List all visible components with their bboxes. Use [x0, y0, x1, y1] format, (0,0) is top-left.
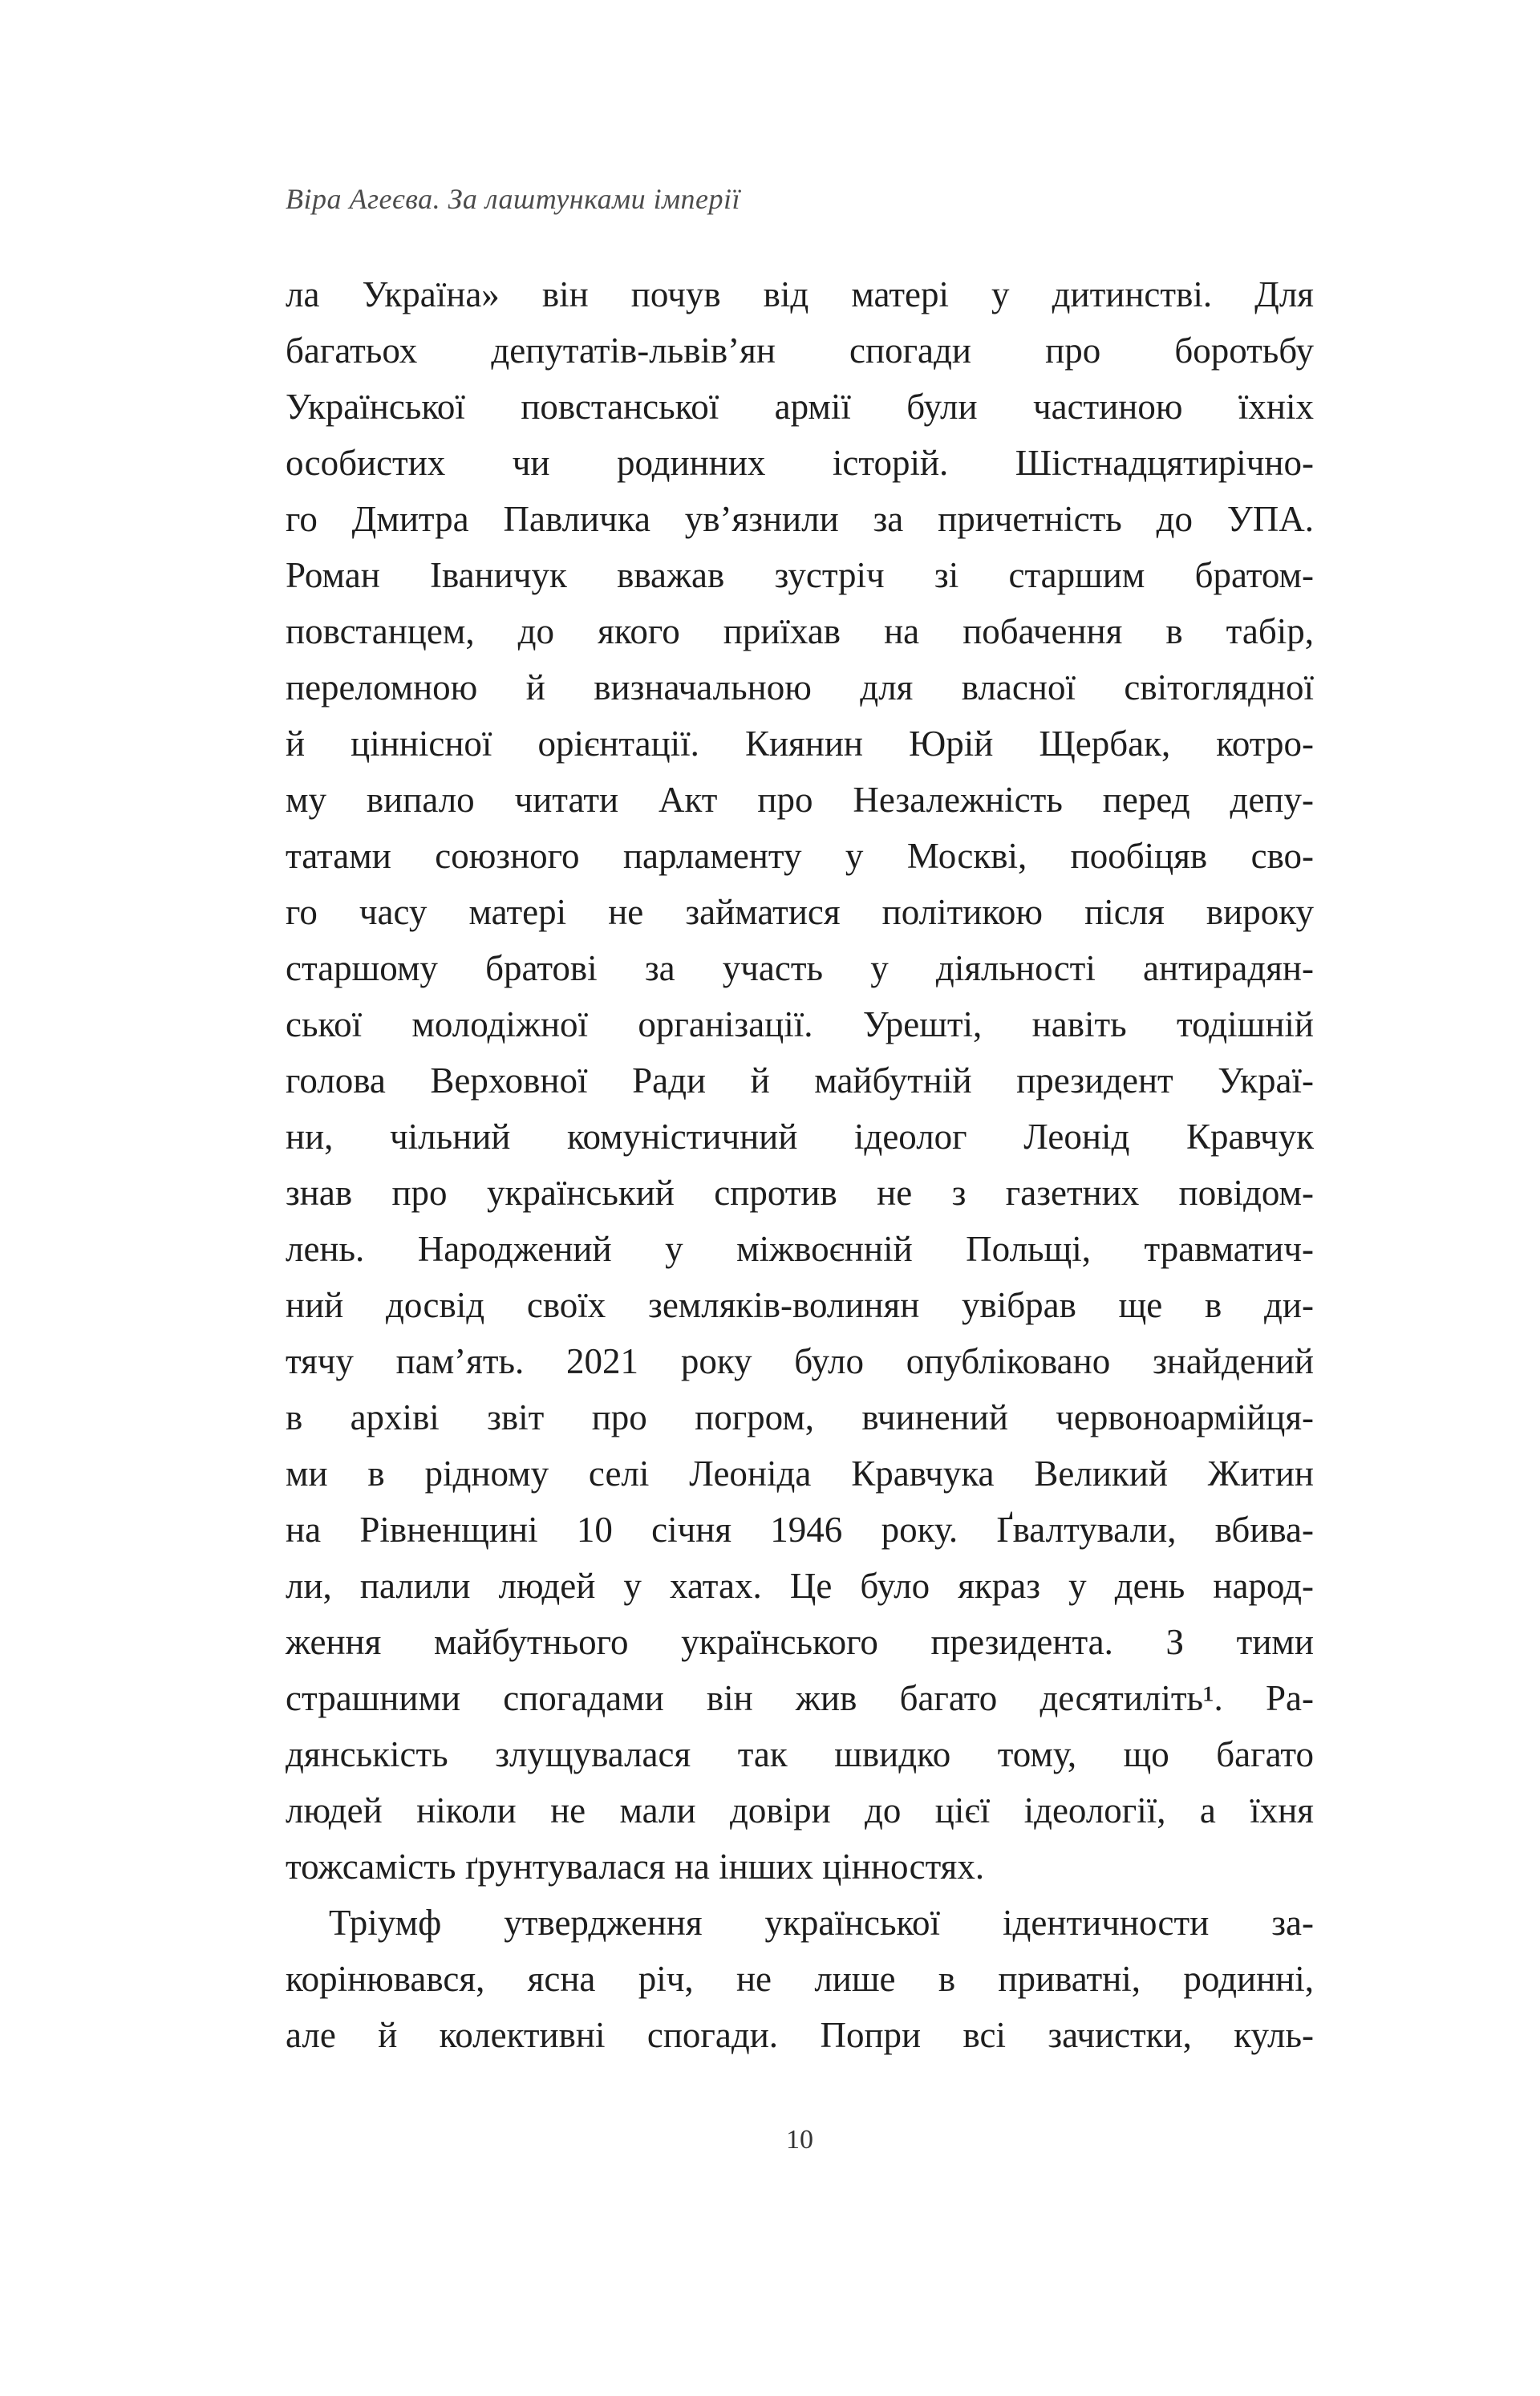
body-line: ни, чільний комуністичний ідеолог Леонід Кравчук: [286, 1117, 1314, 1157]
running-header: Віра Агеєва. За лаштунками імперії: [286, 183, 741, 215]
body-line: багатьох депутатів-львів’ян спогади про боротьбу: [286, 330, 1314, 371]
body-line: ської молодіжної організації. Урешті, навіть тодішній: [286, 1004, 1314, 1044]
body-line: татами союзного парламенту у Москві, пообіцяв сво-: [286, 836, 1314, 876]
body-line: Роман Іваничук вважав зустріч зі старшим братом-: [286, 555, 1314, 595]
body-line: дянськість злущувалася так швидко тому, що багато: [286, 1734, 1314, 1774]
body-line: ли, палили людей у хатах. Це було якраз у день народ-: [286, 1566, 1314, 1606]
body-line: ми в рідному селі Леоніда Кравчука Великий Житин: [286, 1453, 1314, 1494]
body-line: старшому братові за участь у діяльності антирадян-: [286, 948, 1314, 988]
body-line-paragraph-start: Тріумф утвердження української ідентичности за-: [329, 1903, 1314, 1943]
body-line: й ціннісної орієнтації. Киянин Юрій Щербак, котро-: [286, 724, 1314, 764]
body-line: але й колективні спогади. Попри всі зачистки, куль-: [286, 2015, 1314, 2055]
body-line: особистих чи родинних історій. Шістнадцятирічно-: [286, 443, 1314, 483]
body-line: ла Україна» він почув від матері у дитинстві. Для: [286, 274, 1314, 314]
body-line: переломною й визначальною для власної світоглядної: [286, 667, 1314, 707]
body-line: го Дмитра Павличка ув’язнили за причетність до УПА.: [286, 499, 1314, 539]
body-line: на Рівненщині 10 січня 1946 року. Ґвалтували, вбива-: [286, 1510, 1314, 1550]
body-line: знав про український спротив не з газетних повідом-: [286, 1173, 1314, 1213]
body-line: голова Верховної Ради й майбутній президент Украї-: [286, 1060, 1314, 1101]
body-line: Української повстанської армії були частиною їхніх: [286, 387, 1314, 427]
body-line: му випало читати Акт про Незалежність перед депу-: [286, 780, 1314, 820]
body-text: [286, 266, 1314, 2063]
body-line: людей ніколи не мали довіри до цієї ідеології, а їхня: [286, 1790, 1314, 1830]
body-line: страшними спогадами він жив багато десятиліть¹. Ра-: [286, 1678, 1314, 1718]
body-line: го часу матері не займатися політикою після вироку: [286, 892, 1314, 932]
body-line: ний досвід своїх земляків-волинян увібрав ще в ди-: [286, 1285, 1314, 1325]
body-line: в архіві звіт про погром, вчинений червоноармійця-: [286, 1397, 1314, 1437]
body-line: ження майбутнього українського президента. З тими: [286, 1622, 1314, 1662]
body-line: лень. Народжений у міжвоєнній Польщі, травматич-: [286, 1229, 1314, 1269]
body-line: тячу пам’ять. 2021 року було опубліковано знайдений: [286, 1341, 1314, 1381]
body-line: повстанцем, до якого приїхав на побачення в табір,: [286, 611, 1314, 651]
page-number: 10: [786, 2125, 813, 2155]
body-line-paragraph-end: тожсамість ґрунтувалася на інших цінностях.: [286, 1847, 985, 1887]
body-line: корінювався, ясна річ, не лише в приватні, родинні,: [286, 1959, 1314, 1999]
